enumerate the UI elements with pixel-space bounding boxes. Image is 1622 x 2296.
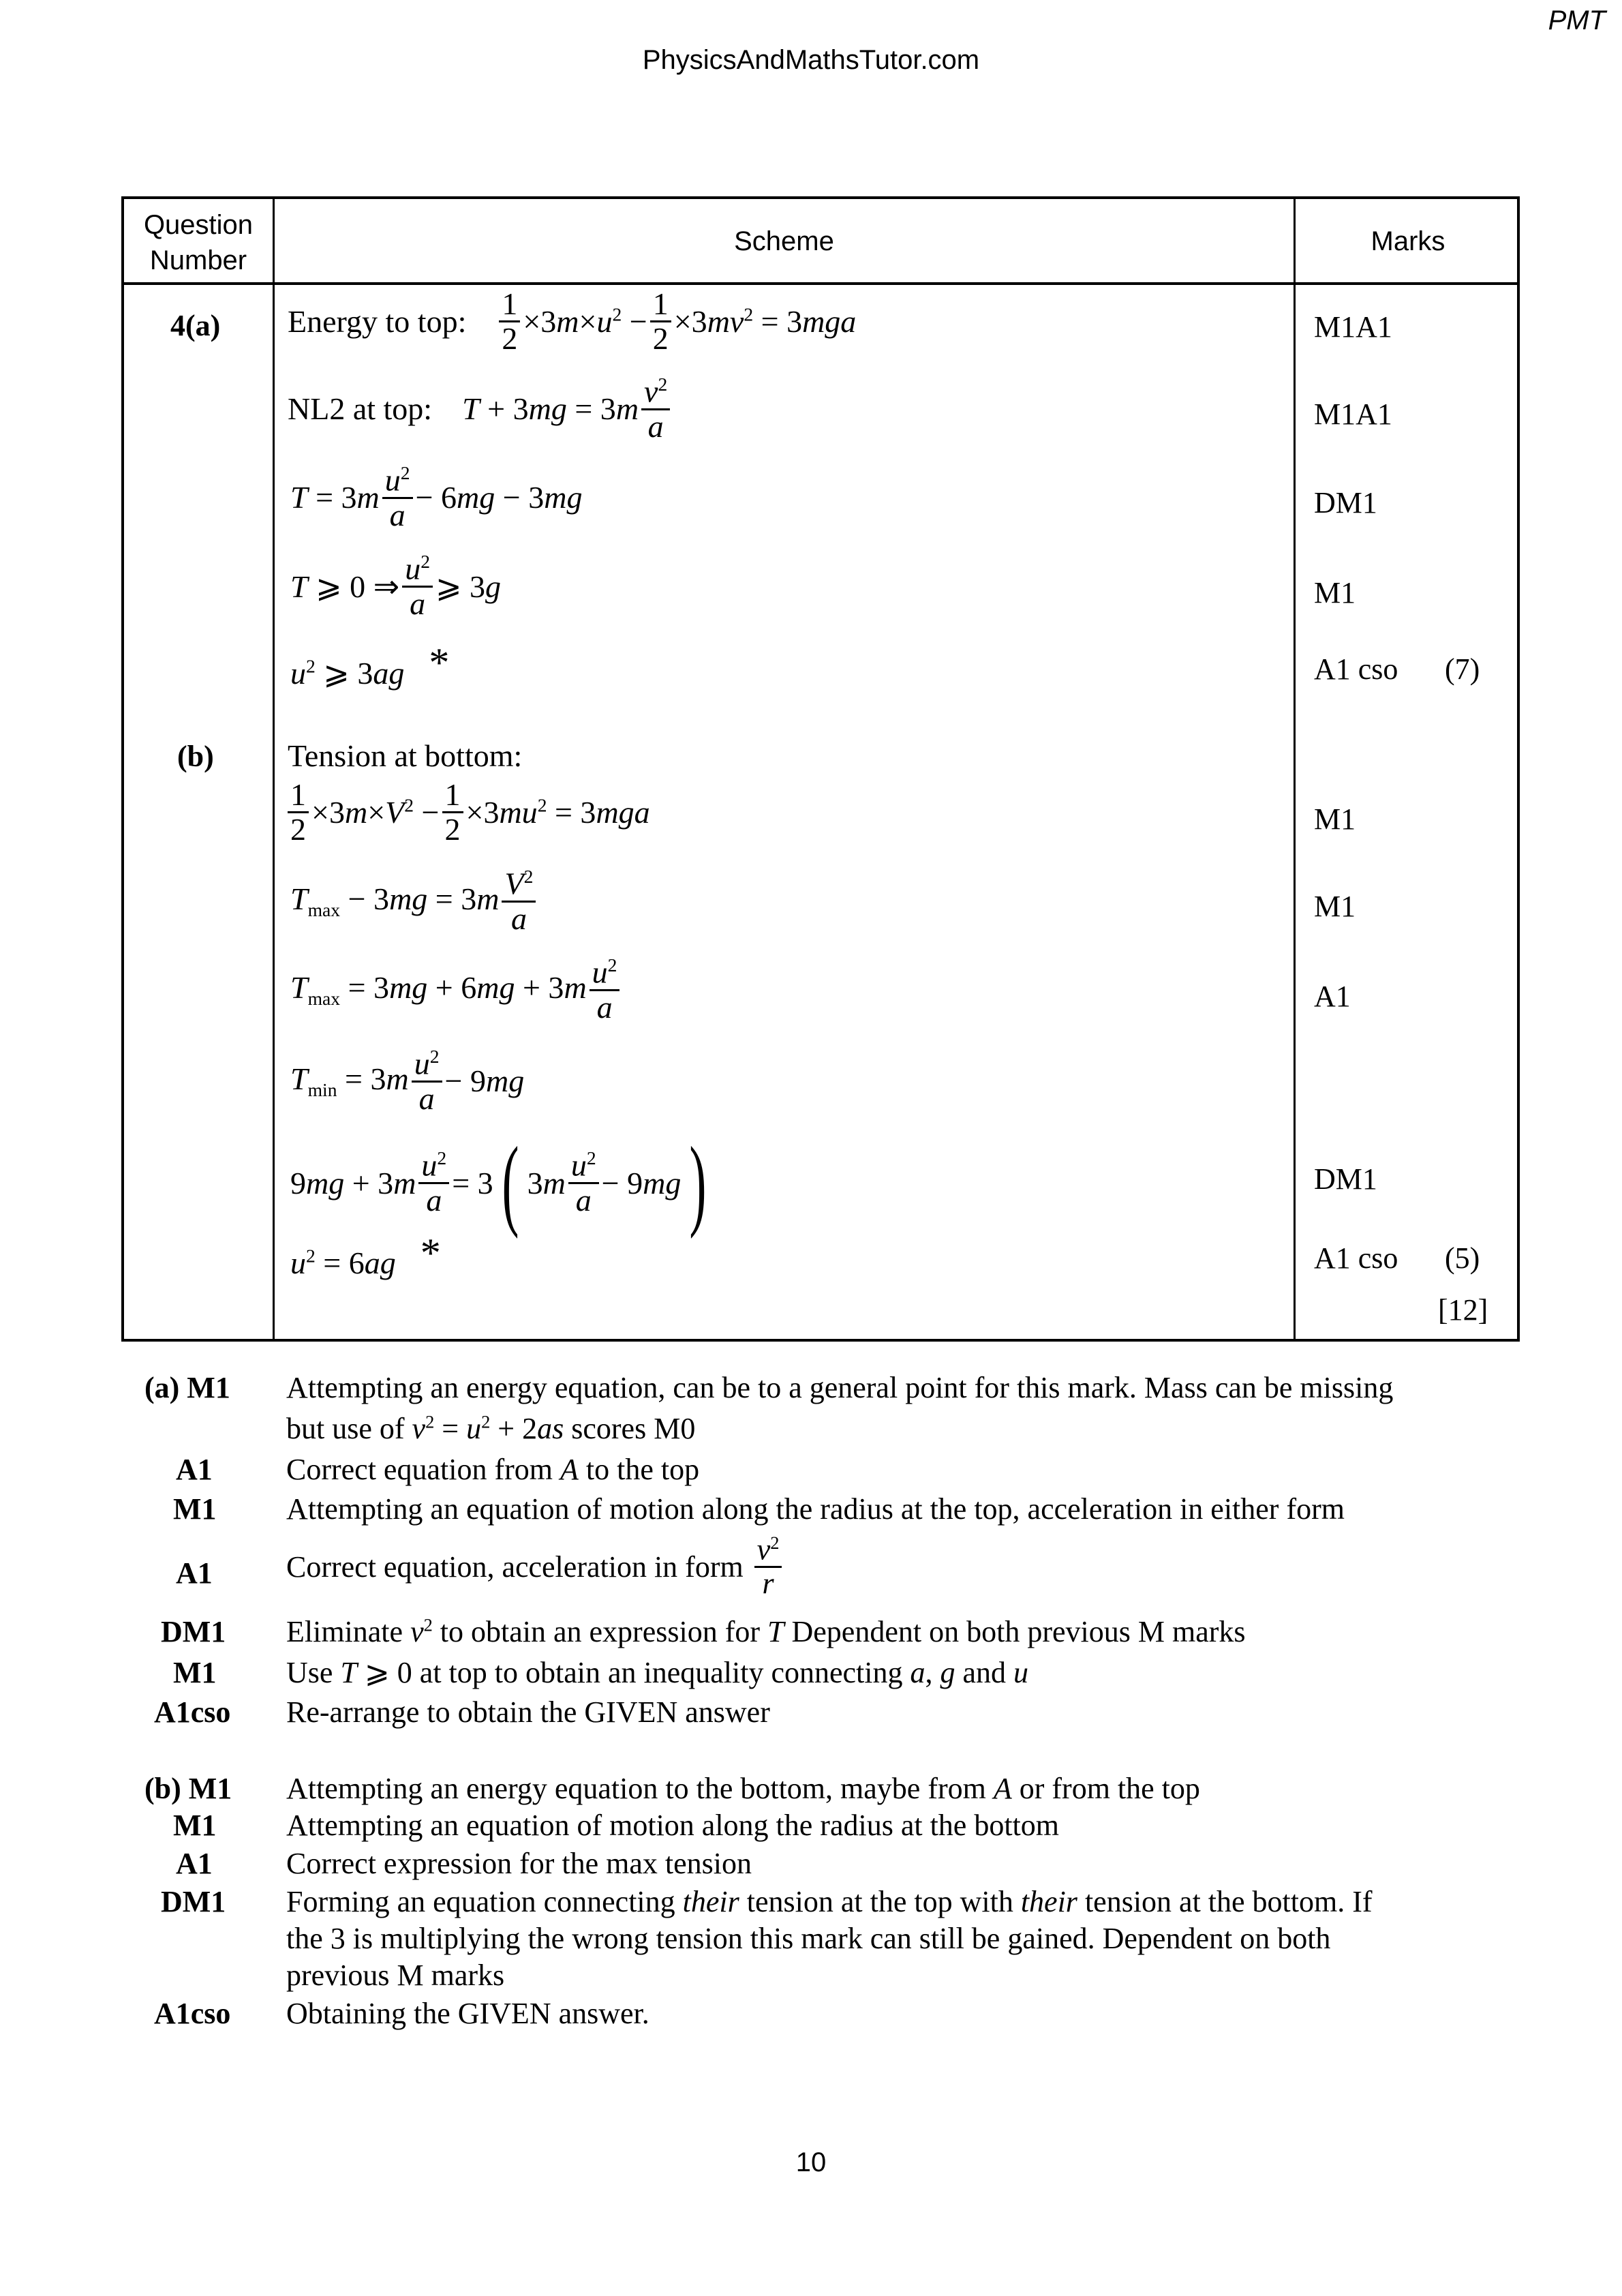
note-text: Re-arrange to obtain the GIVEN answer xyxy=(286,1695,770,1729)
given-answer-star-icon: * xyxy=(429,640,450,685)
note-code: A1cso xyxy=(154,1997,231,2030)
mark-value: M1A1 xyxy=(1314,310,1392,344)
note-code: A1 xyxy=(176,1556,213,1590)
note-code: A1cso xyxy=(154,1695,231,1729)
note-code: M1 xyxy=(173,1492,217,1526)
mark-value: DM1 xyxy=(1314,486,1377,519)
mark-value: M1 xyxy=(1314,576,1356,609)
mark-value: A1 xyxy=(1314,980,1351,1013)
mark-value: A1 cso xyxy=(1314,652,1398,686)
given-answer-star-icon: * xyxy=(420,1230,441,1275)
note-text: Attempting an energy equation to the bottom, maybe from A or from the top xyxy=(286,1772,1200,1805)
header-question-line1: Question xyxy=(143,210,254,240)
header-marks: Marks xyxy=(1371,226,1445,256)
note-text: Correct equation from A to the top xyxy=(286,1453,700,1486)
note-code: M1 xyxy=(173,1809,217,1842)
note-text: Obtaining the GIVEN answer. xyxy=(286,1997,649,2030)
grand-total: [12] xyxy=(1438,1293,1488,1327)
scheme-line-inequality: T ⩾ 0 ⇒ $\frac{u^2}{a}$ ⩾ 3g xyxy=(290,551,502,621)
header-question-line2: Number xyxy=(149,245,247,275)
note-code: A1 xyxy=(176,1453,213,1486)
column-divider xyxy=(1294,199,1296,1339)
scheme-line-tension-bottom-heading: Tension at bottom: xyxy=(288,738,523,773)
scheme-line-tmax-equation: $T_{max} - 3mg = 3m$ $\frac{V^2}{a}$ xyxy=(290,867,538,935)
scheme-line-tmax-expression: $T_{max} = 3mg + 6mg + 3m$ $\frac{u^2}{a}$ xyxy=(290,956,622,1024)
scheme-line-energy-top: Energy to top: $\frac{1}{2}$ $\times 3m\times u^2$ − $\frac{1}{2}$ $\times 3mv^2 = 3mga$ xyxy=(288,286,857,357)
scheme-line-result-b: $u^2 = 6ag$ * xyxy=(290,1230,441,1280)
question-label-b: (b) xyxy=(177,740,214,773)
note-code: M1 xyxy=(173,1656,217,1689)
page-number: 10 xyxy=(795,2147,827,2177)
site-name: PhysicsAndMathsTutor.com xyxy=(642,45,980,75)
mark-value: A1 cso xyxy=(1314,1241,1398,1275)
note-text: the 3 is multiplying the wrong tension this mark can still be gained. Dependent on both xyxy=(286,1922,1331,1955)
header-scheme: Scheme xyxy=(734,226,834,256)
note-text: Use T ⩾ 0 at top to obtain an inequality connecting a, g and u xyxy=(286,1656,1029,1689)
scheme-line-connecting-equation: 9mg + 3m $\frac{u^2}{a}$ = 3 ( 3m $\frac{u^2}{a}$ − 9mg ) xyxy=(290,1126,707,1239)
note-text: but use of $v^2 = u^2 + 2as$ scores M0 xyxy=(286,1411,696,1445)
scheme-line-energy-bottom: $\frac{1}{2}$ $\times 3m\times V^2$ − $\frac{1}{2}$ $\times 3mu^2 = 3mga$ xyxy=(288,779,650,847)
scheme-line-prefix: NL2 at top: xyxy=(288,391,433,427)
mark-value: M1A1 xyxy=(1314,397,1392,431)
note-text: Forming an equation connecting their tension at the top with their tension at the bottom. If xyxy=(286,1885,1373,1918)
note-code: (a) M1 xyxy=(144,1371,230,1404)
note-code: DM1 xyxy=(161,1615,226,1648)
note-text: Attempting an energy equation, can be to a general point for this mark. Mass can be missing xyxy=(286,1371,1394,1404)
note-text: previous M marks xyxy=(286,1959,505,1992)
part-total: (5) xyxy=(1445,1241,1480,1275)
note-text: Eliminate $v^2$ to obtain an expression for T Dependent on both previous M marks xyxy=(286,1614,1246,1648)
mark-value: DM1 xyxy=(1314,1162,1377,1196)
note-text: Attempting an equation of motion along the radius at the top, acceleration in either form xyxy=(286,1492,1345,1526)
note-text: Attempting an equation of motion along the radius at the bottom xyxy=(286,1809,1060,1842)
mark-value: M1 xyxy=(1314,890,1356,923)
scheme-line-nl2-top: NL2 at top: T + 3mg = 3m $\frac{v^2}{a}$ xyxy=(288,375,673,443)
header-divider xyxy=(124,282,1517,285)
mark-value: M1 xyxy=(1314,802,1356,836)
note-code: A1 xyxy=(176,1847,213,1880)
scheme-line-tension-expression: T = 3m $\frac{u^2}{a}$ − 6mg − 3mg xyxy=(290,462,583,532)
note-text: Correct equation, acceleration in form $\frac{v^2}{r}$ xyxy=(286,1534,784,1599)
mark-scheme-table xyxy=(121,196,1520,1342)
scheme-line-prefix: Energy to top: xyxy=(288,304,467,339)
part-total: (7) xyxy=(1445,652,1480,686)
column-divider xyxy=(273,199,275,1339)
scheme-line-result-a: $u^2$ ⩾ 3ag * xyxy=(290,640,450,691)
note-text: Correct expression for the max tension xyxy=(286,1847,752,1880)
corner-label: PMT xyxy=(1548,5,1606,35)
question-label-4a: 4(a) xyxy=(170,309,221,342)
note-code: DM1 xyxy=(161,1885,226,1918)
header-question-number xyxy=(124,207,273,278)
scheme-line-tmin-expression: $T_{min} = 3m$ $\frac{u^2}{a}$ − 9mg xyxy=(290,1046,525,1116)
note-code: (b) M1 xyxy=(144,1772,232,1805)
